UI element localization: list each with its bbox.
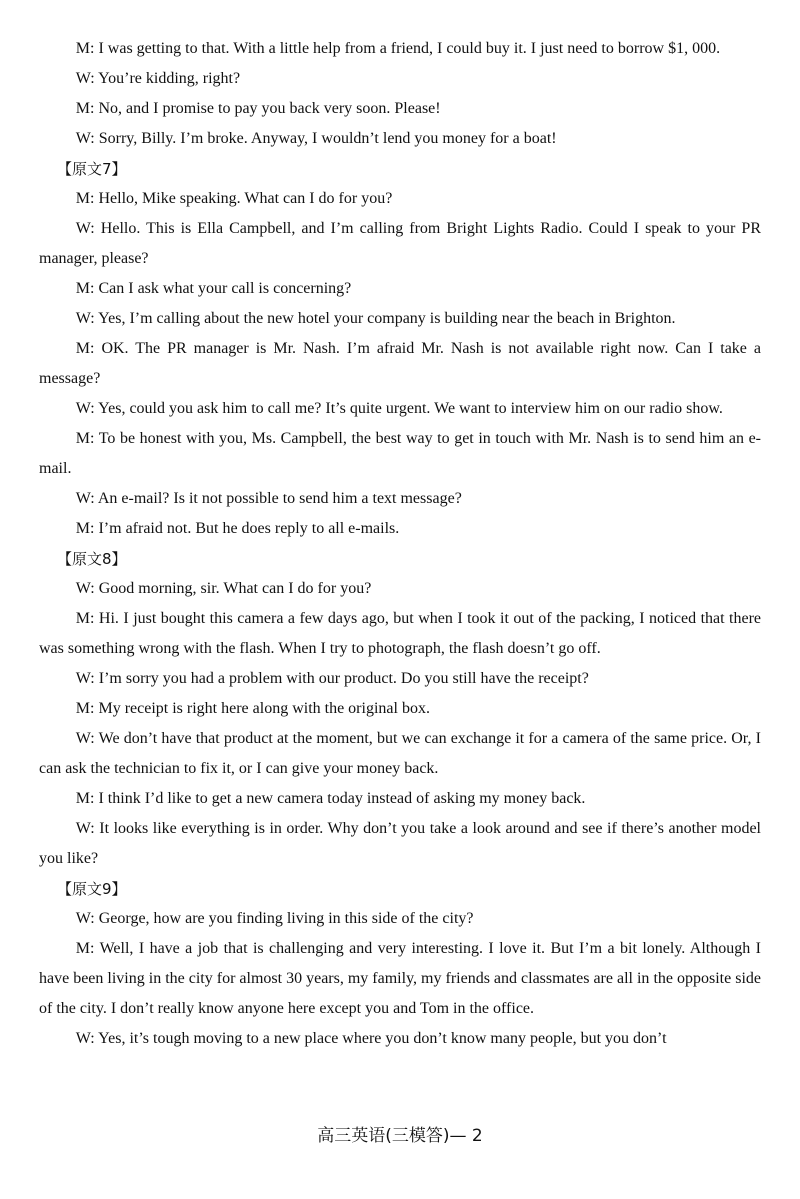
dialogue-line: W: It looks like everything is in order. Why don’t you take a look around and see if there’s another model you like? bbox=[39, 820, 761, 867]
page-footer: 高三英语(三模答)— 2 bbox=[317, 1126, 483, 1146]
dialogue-line: M: I think I’d like to get a new camera today instead of asking my money back. bbox=[75, 790, 586, 807]
dialogue-line: W: Yes, I’m calling about the new hotel your company is building near the beach in Brighton. bbox=[75, 310, 676, 327]
dialogue-line: M: Well, I have a job that is challenging and very interesting. I love it. But I’m a bit lonely. Although I have been living in the city for almost 30 years, my family, my friends and classmates are all in the opposite side of the city. I don’t really know anyone here except you and Tom in the office. bbox=[39, 940, 761, 1017]
dialogue-line: M: Hi. I just bought this camera a few days ago, but when I took it out of the packing, I noticed that there was something wrong with the flash. When I try to photograph, the flash doesn’t go off. bbox=[39, 610, 761, 657]
dialogue-line: W: We don’t have that product at the moment, but we can exchange it for a camera of the same price. Or, I can ask the technician to fix it, or I can give your money back. bbox=[39, 730, 761, 777]
dialogue-line: W: Yes, it’s tough moving to a new place where you don’t know many people, but you don’t bbox=[75, 1030, 667, 1047]
dialogue-line: M: Can I ask what your call is concerning? bbox=[75, 280, 352, 297]
dialogue-line: W: You’re kidding, right? bbox=[75, 70, 241, 87]
dialogue-line: M: I was getting to that. With a little help from a friend, I could buy it. I just need to borrow $1, 000. bbox=[75, 40, 721, 57]
dialogue-line: M: I’m afraid not. But he does reply to all e-mails. bbox=[75, 520, 400, 537]
section-heading: 【原文9】 bbox=[57, 880, 127, 898]
dialogue-line: M: No, and I promise to pay you back very soon. Please! bbox=[75, 100, 441, 117]
dialogue-line: W: George, how are you finding living in this side of the city? bbox=[75, 910, 474, 927]
dialogue-line: M: My receipt is right here along with the original box. bbox=[75, 700, 430, 717]
dialogue-line: W: I’m sorry you had a problem with our product. Do you still have the receipt? bbox=[75, 670, 589, 687]
dialogue-line: W: An e-mail? Is it not possible to send him a text message? bbox=[75, 490, 462, 507]
dialogue-line: W: Sorry, Billy. I’m broke. Anyway, I wouldn’t lend you money for a boat! bbox=[75, 130, 557, 147]
dialogue-line: W: Yes, could you ask him to call me? It’s quite urgent. We want to interview him on our radio show. bbox=[75, 400, 723, 417]
dialogue-line: M: To be honest with you, Ms. Campbell, the best way to get in touch with Mr. Nash is to send him an e-mail. bbox=[39, 430, 761, 477]
dialogue-line: M: OK. The PR manager is Mr. Nash. I’m afraid Mr. Nash is not available right now. Can I take a message? bbox=[39, 340, 761, 387]
section-heading: 【原文8】 bbox=[57, 550, 127, 568]
dialogue-line: W: Good morning, sir. What can I do for you? bbox=[75, 580, 372, 597]
transcript-body bbox=[39, 34, 761, 1054]
dialogue-line: W: Hello. This is Ella Campbell, and I’m calling from Bright Lights Radio. Could I speak to your PR manager, please? bbox=[39, 220, 761, 267]
section-heading: 【原文7】 bbox=[57, 160, 127, 178]
dialogue-line: M: Hello, Mike speaking. What can I do for you? bbox=[75, 190, 393, 207]
